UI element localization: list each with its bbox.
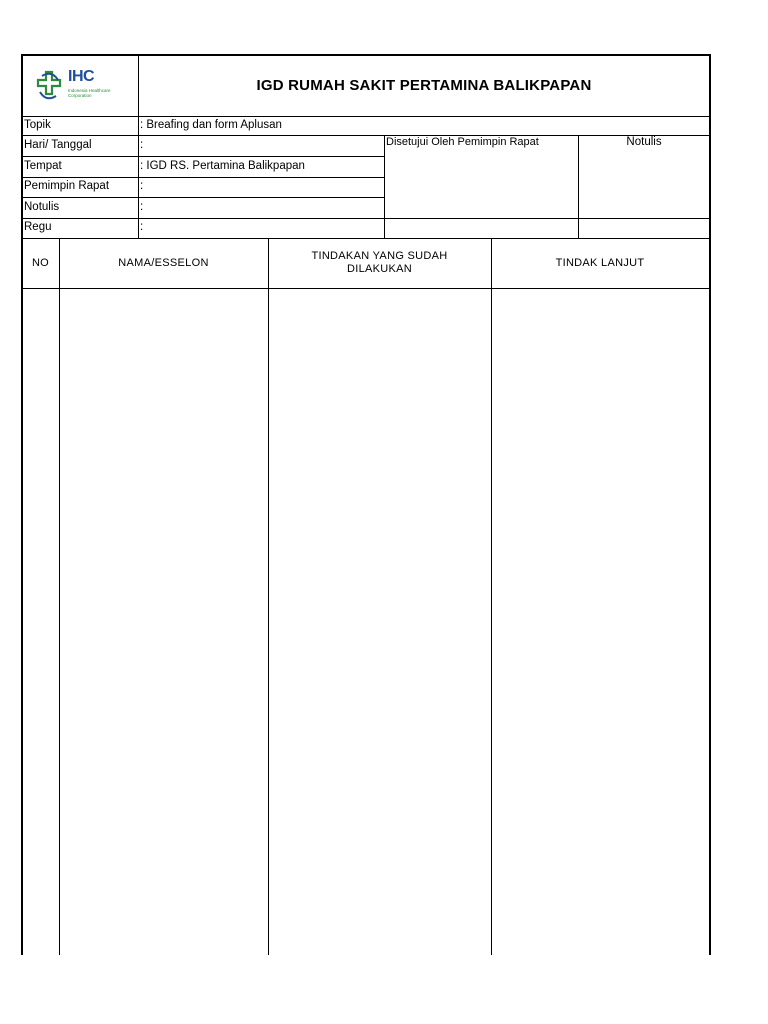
logo-subtitle-line1: Indonesia Healthcare xyxy=(68,88,111,93)
row-notulis-bottom xyxy=(22,218,709,219)
hari-label: Hari/ Tanggal xyxy=(24,139,92,151)
col-nama-header: NAMA/ESSELON xyxy=(118,256,209,269)
logo-divider xyxy=(138,55,139,239)
approval-divider-left xyxy=(384,135,385,239)
disetujui-label: Disetujui Oleh Pemimpin Rapat xyxy=(386,136,539,148)
logo-subtitle-line2: Corporation xyxy=(68,93,92,98)
header-bottom xyxy=(22,116,709,117)
notulis-value: : xyxy=(140,201,144,213)
pemimpin-value: : xyxy=(140,180,144,192)
row-pemimpin-bottom xyxy=(22,197,384,198)
frame-left xyxy=(21,54,23,955)
approval-notulis-label: Notulis xyxy=(626,136,662,148)
pemimpin-label: Pemimpin Rapat xyxy=(24,180,110,192)
col-tindakan-divider xyxy=(491,238,492,955)
notulis-label: Notulis xyxy=(24,201,60,213)
regu-label: Regu xyxy=(24,221,52,233)
table-header-bottom xyxy=(22,288,709,289)
col-lanjut-header: TINDAK LANJUT xyxy=(555,256,645,269)
col-no-header: NO xyxy=(31,256,50,269)
row-tempat-bottom xyxy=(22,177,384,178)
approval-divider-mid xyxy=(578,135,579,239)
col-nama-divider xyxy=(268,238,269,955)
tempat-label: Tempat xyxy=(24,160,62,172)
col-tindakan-header xyxy=(268,238,491,288)
col-tindakan-header-line1: TINDAKAN YANG SUDAH xyxy=(311,250,448,262)
page-title: IGD RUMAH SAKIT PERTAMINA BALIKPAPAN xyxy=(256,77,592,94)
frame-top xyxy=(22,54,710,56)
topik-label: Topik xyxy=(24,119,51,131)
hari-value: : xyxy=(140,139,144,151)
tempat-value: : IGD RS. Pertamina Balikpapan xyxy=(140,160,305,172)
frame-right xyxy=(709,54,711,955)
row-hari-bottom xyxy=(22,156,384,157)
regu-value: : xyxy=(140,221,144,233)
topik-value: : Breafing dan form Aplusan xyxy=(140,119,282,131)
logo-subtitle xyxy=(68,88,111,98)
col-no-divider xyxy=(59,238,60,955)
logo-text: IHC xyxy=(68,68,95,85)
col-tindakan-header-line2: DILAKUKAN xyxy=(346,263,413,275)
